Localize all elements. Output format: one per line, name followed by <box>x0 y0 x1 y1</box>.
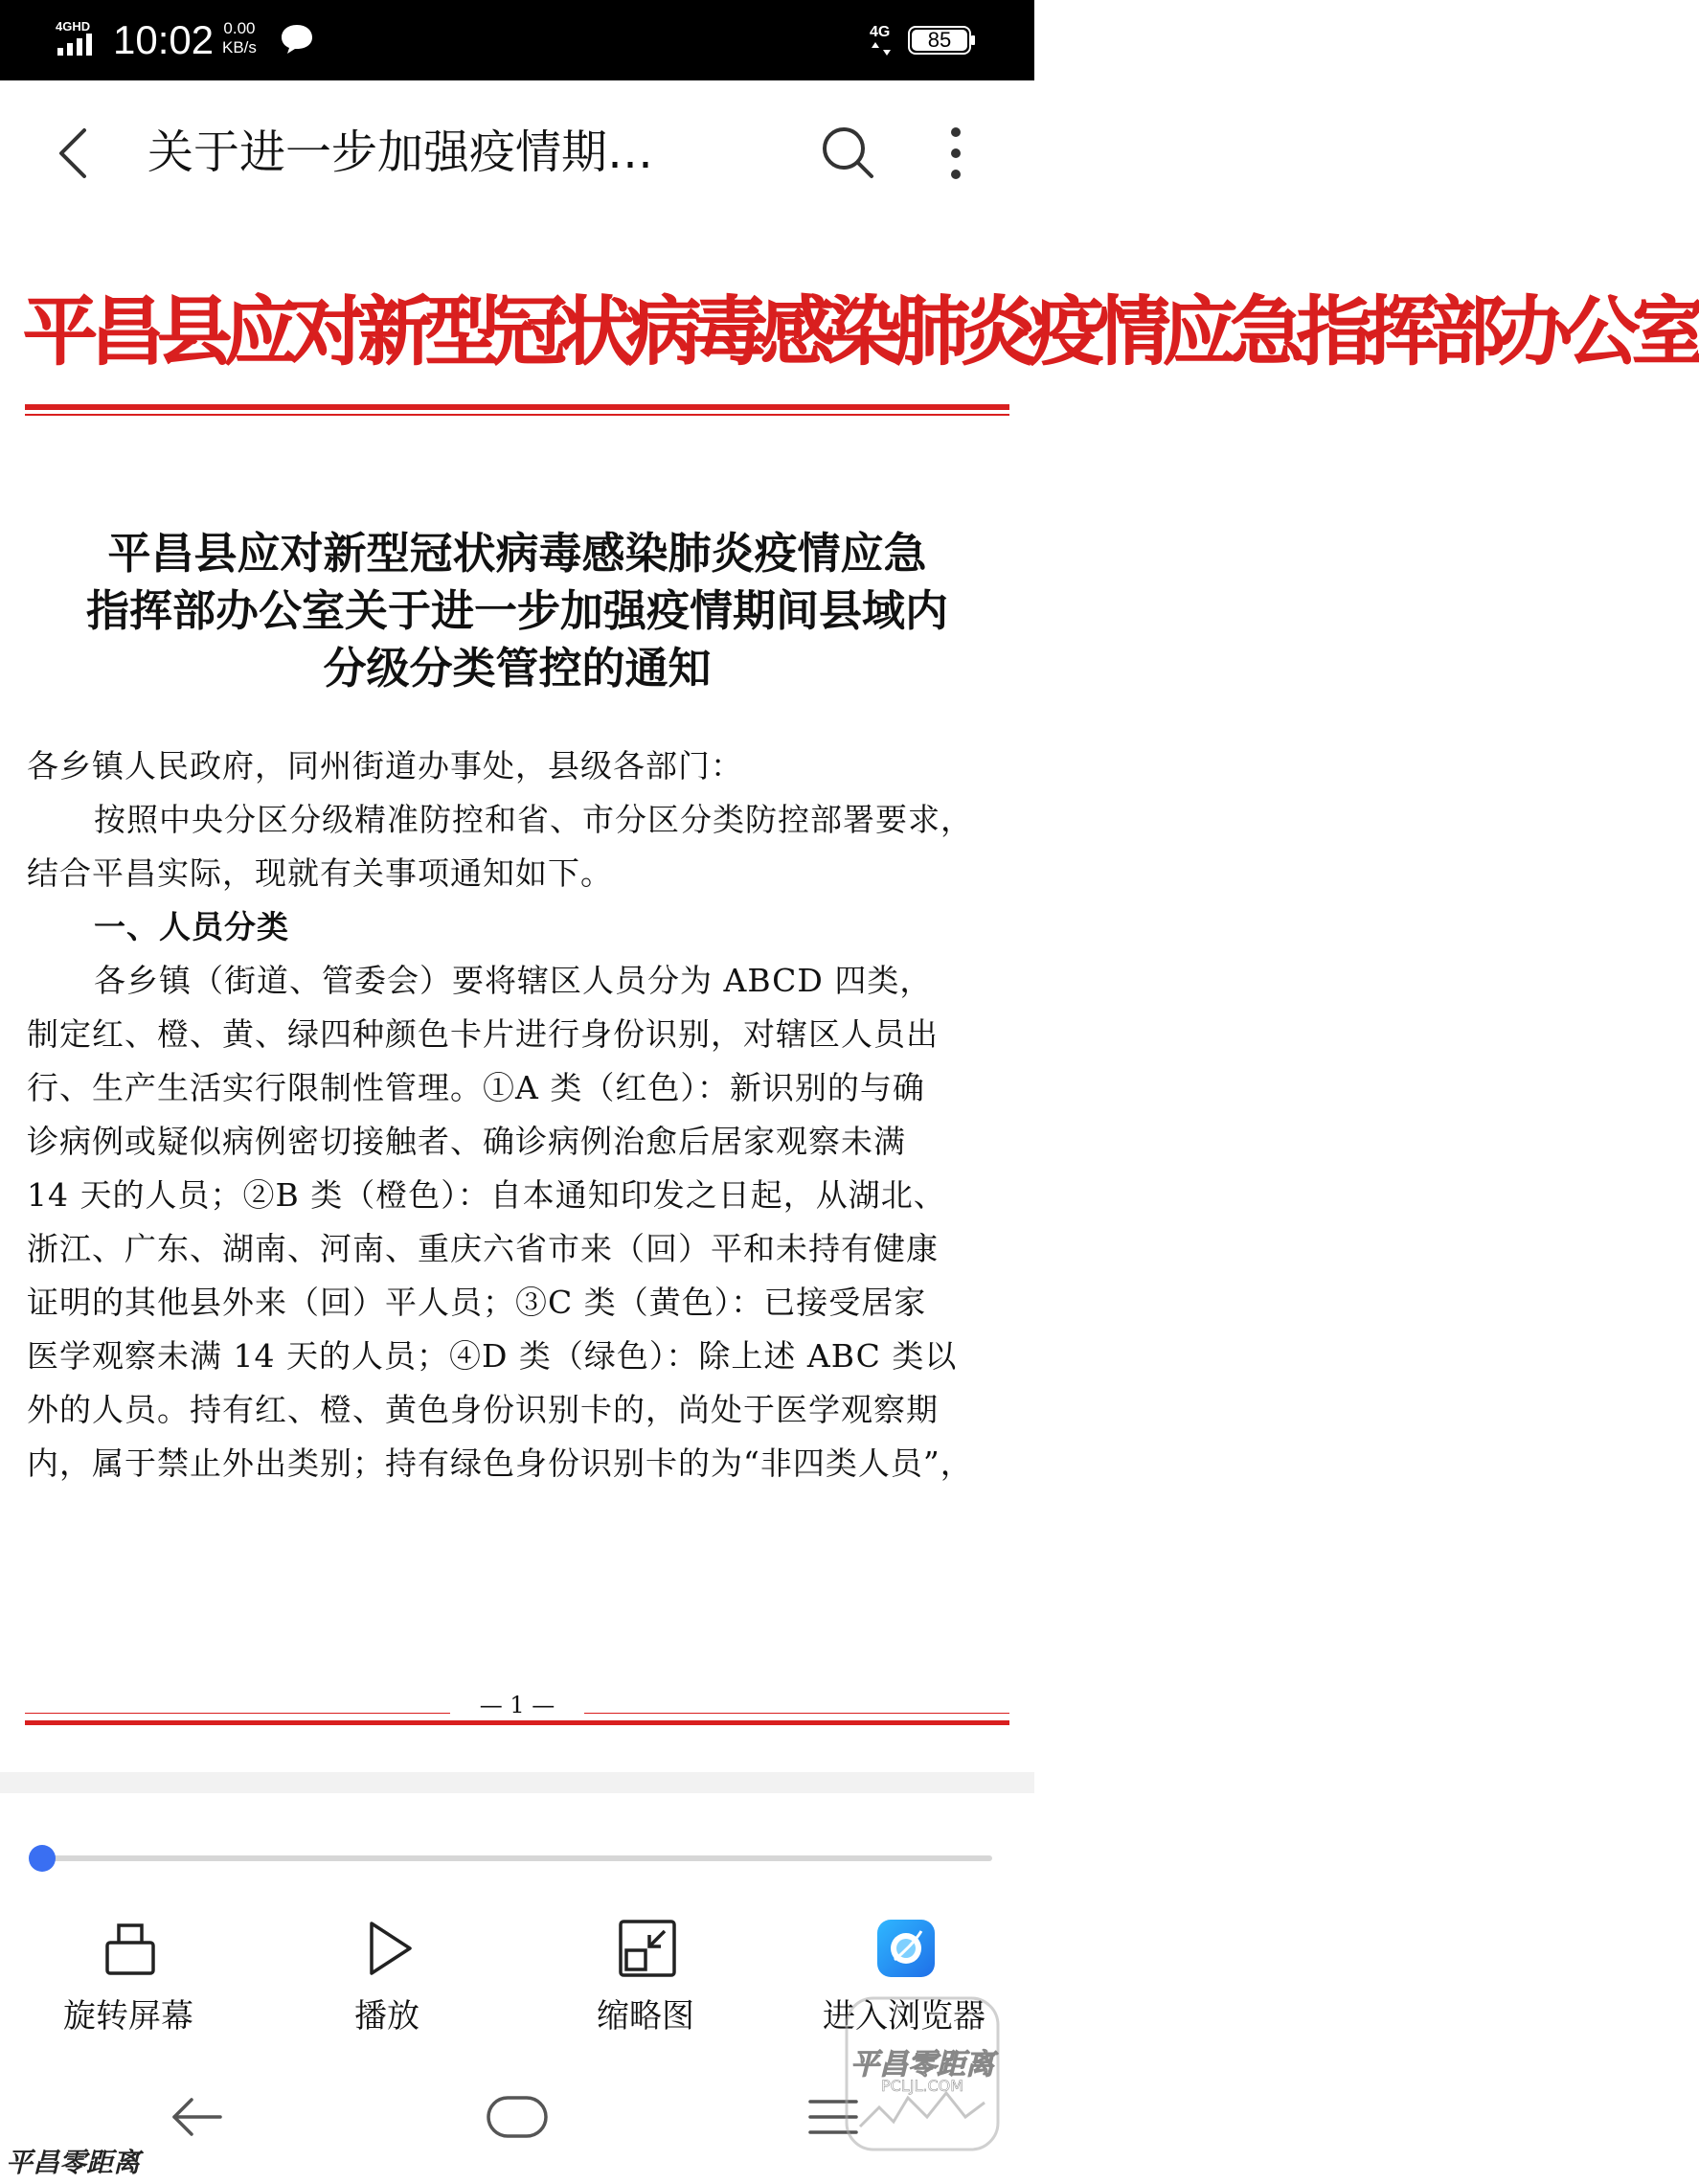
document-title: 关于进一步加强疫情期… <box>147 125 654 179</box>
search-button[interactable] <box>816 121 879 184</box>
header-divider <box>25 404 1009 410</box>
page-gap <box>0 1772 1034 1793</box>
body-line: 外的人员。持有红、橙、黄色身份识别卡的，尚处于医学观察期 <box>27 1391 939 1428</box>
nav-home-button[interactable] <box>485 2092 550 2142</box>
home-pill-icon <box>488 2098 546 2136</box>
status-bar <box>0 0 1034 80</box>
thumbnail-icon <box>617 1918 678 1979</box>
rotate-screen-label: 旋转屏幕 <box>63 1997 193 2036</box>
section-heading: 一、人员分类 <box>94 908 289 945</box>
play-button[interactable] <box>272 1918 502 2042</box>
network-speed-value: 0.00 <box>223 19 256 37</box>
watermark-logo: 平昌零距离 <box>6 2147 141 2178</box>
search-icon <box>825 129 872 176</box>
notice-title-line: 分级分类管控的通知 <box>323 643 712 694</box>
body-line: 各乡镇（街道、管委会）要将辖区人员分为 ABCD 四类， <box>94 962 933 999</box>
mobile-data-label: 4G <box>870 24 891 40</box>
play-icon <box>358 1918 419 1979</box>
app-bar <box>0 80 1034 223</box>
body-line: 证明的其他县外来（回）平人员；③C 类（黄色）：已接受居家 <box>27 1284 927 1321</box>
nav-back-button[interactable] <box>169 2088 226 2146</box>
notice-title-line: 平昌县应对新型冠状病毒感染肺炎疫情应急 <box>107 528 927 579</box>
thumbnail-label: 缩略图 <box>597 1997 694 2036</box>
intro-line: 结合平昌实际，现就有关事项通知如下。 <box>27 854 613 892</box>
footer-divider <box>25 1720 1009 1725</box>
network-speed-unit: KB/s <box>222 38 257 57</box>
open-in-browser-label: 进入浏览器 <box>823 1997 985 2036</box>
thumbnail-button[interactable] <box>531 1918 760 2042</box>
rotate-screen-button[interactable] <box>13 1918 243 2042</box>
network-speed <box>222 19 257 57</box>
signal-icon <box>56 19 102 57</box>
network-type-label: 4GHD <box>56 19 91 34</box>
salutation: 各乡镇人民政府，同州街道办事处，县级各部门： <box>27 747 743 785</box>
status-time: 10:02 <box>113 17 215 62</box>
body-line: 制定红、橙、黄、绿四种颜色卡片进行身份识别，对辖区人员出 <box>27 1015 939 1053</box>
body-line: 诊病例或疑似病例密切接触者、确诊病例治愈后居家观察未满 <box>27 1123 906 1160</box>
page-number: — 1 — <box>450 1692 584 1718</box>
browser-icon <box>875 1918 937 1979</box>
mobile-data-icon <box>868 21 900 59</box>
document-red-header: 平昌县应对新型冠状病毒感染肺炎疫情应急指挥部办公室 <box>23 288 1699 375</box>
header-divider-thin <box>25 414 1009 416</box>
play-label: 播放 <box>354 1997 419 2036</box>
progress-track[interactable] <box>42 1855 992 1861</box>
message-icon <box>280 23 314 56</box>
body-line: 医学观察未满 14 天的人员；④D 类（绿色）：除上述 ABC 类以 <box>27 1337 958 1375</box>
body-line: 浙江、广东、湖南、河南、重庆六省市来（回）平和未持有健康 <box>27 1230 939 1267</box>
body-line: 14 天的人员；②B 类（橙色）：自本通知印发之日起，从湖北、 <box>27 1176 946 1214</box>
document-page[interactable] <box>0 222 1699 1793</box>
watermark-badge-url: PCLJL.COM <box>880 2077 964 2095</box>
body-line: 行、生产生活实行限制性管理。①A 类（红色）：新识别的与确 <box>27 1069 925 1106</box>
more-vertical-icon <box>951 127 961 179</box>
notice-title-line: 指挥部办公室关于进一步加强疫情期间县域内 <box>85 585 948 636</box>
progress-thumb[interactable] <box>29 1845 56 1872</box>
reading-progress <box>0 1793 1034 1908</box>
watermark-badge-text: 平昌零距离 <box>850 2048 994 2082</box>
intro-line: 按照中央分区分级精准防控和省、市分区分类防控部署要求， <box>94 801 973 838</box>
chevron-left-icon <box>61 130 84 176</box>
body-line: 内，属于禁止外出类别；持有绿色身份识别卡的为“非四类人员”， <box>27 1445 973 1482</box>
more-options-button[interactable] <box>929 119 983 188</box>
rotate-screen-icon <box>100 1918 161 1979</box>
arrow-left-icon <box>174 2100 220 2134</box>
back-button[interactable] <box>46 119 107 188</box>
battery-level: 85 <box>927 28 952 52</box>
